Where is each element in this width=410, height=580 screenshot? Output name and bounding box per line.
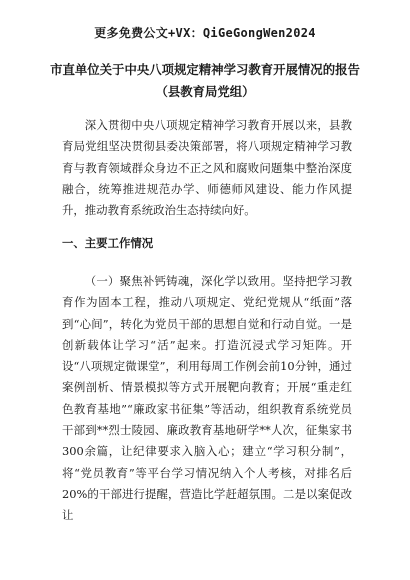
body-paragraph: （一）聚焦补钙铸魂，深化学以致用。坚持把学习教育作为固本工程，推动八项规定、党纪党规从“纸面”落到“心间”，转化为党员干部的思想自觉和行动自觉。一是创新载体让学习“活”起来。打造沉浸式学习矩阵。开设“八项规定微课堂”，利用每周工作例会前10分钟，通过案例剖析、情景模拟等方式开展靶向教育；开展“重走红色教育基地”“廉政家书征集”等活动，组织教育系统党员干部到**烈士陵园、廉政教育基地研学**人次，征集家书300余篇，让纪律要求入脑入心；建立“学习积分制”，将“党员教育”等平台学习情况纳入个人考核，对排名后20%的干部进行提醒，营造比学赶超氛围。二是以案促改让 <box>62 274 352 523</box>
intro-paragraph: 深入贯彻中央八项规定精神学习教育开展以来，县教育局党组坚决贯彻县委决策部署，将八项规定精神学习教育与教育领域群众身边不正之风和腐败问题集中整治深度融合，统筹推进规范办学、师德师风建设、能力作风提升，推动教育系统政治生态持续向好。 <box>62 118 352 218</box>
section-heading: 一、主要工作情况 <box>62 236 154 250</box>
document-subtitle: （县教育局党组） <box>155 84 255 99</box>
promo-banner: 更多免费公文+VX：QiGeGongWen2024 <box>94 26 316 40</box>
document-title: 市直单位关于中央八项规定精神学习教育开展情况的报告 <box>50 62 360 77</box>
